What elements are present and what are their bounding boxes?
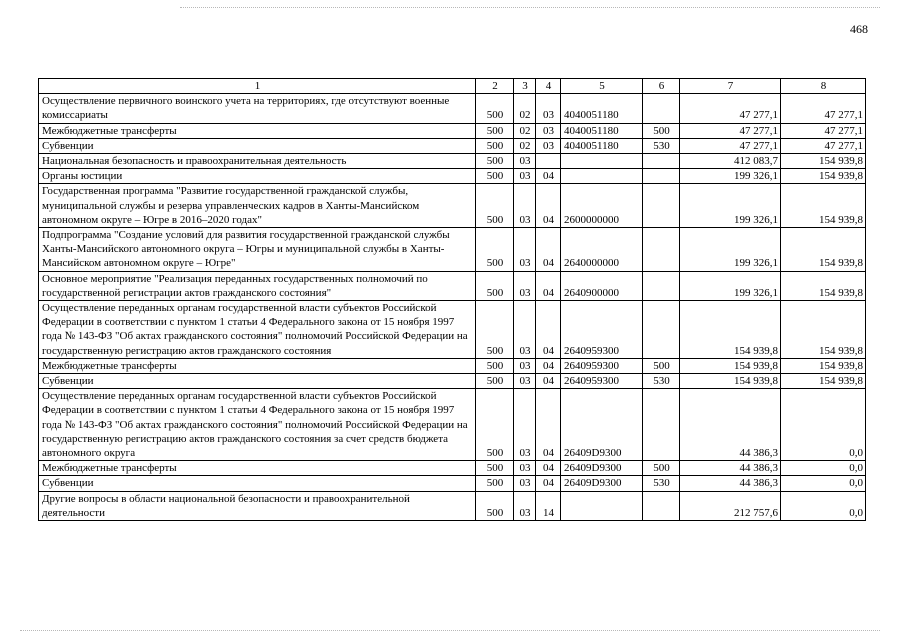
table-row [39, 228, 866, 272]
row-amount-col8-cell: 47 277,1 [781, 94, 866, 123]
row-target-article-cell: 26409D9300 [561, 461, 643, 476]
row-amount-col7-cell: 199 326,1 [680, 169, 781, 184]
header-cell: 1 [39, 79, 476, 94]
table-row [39, 476, 866, 491]
row-name-cell: Государственная программа "Развитие государственной гражданской службы, муниципальной службы и резерва управленческих кадров в Ханты-Мансийском автономном округе – Югре в 2016–2020 годах" [39, 184, 476, 228]
header-cell: 4 [536, 79, 561, 94]
row-amount-col7-cell: 154 939,8 [680, 374, 781, 389]
row-section-cell: 03 [514, 389, 536, 461]
row-expense-type-cell: 530 [643, 374, 680, 389]
table-row [39, 374, 866, 389]
row-name-cell: Другие вопросы в области национальной безопасности и правоохранительной деятельности [39, 491, 476, 520]
row-section-cell: 03 [514, 154, 536, 169]
table-row [39, 94, 866, 123]
row-amount-col8-cell: 0,0 [781, 476, 866, 491]
row-section-cell: 03 [514, 491, 536, 520]
row-admin-code-cell: 500 [476, 228, 514, 272]
row-amount-col7-cell: 212 757,6 [680, 491, 781, 520]
row-target-article-cell: 4040051180 [561, 94, 643, 123]
row-expense-type-cell: 530 [643, 476, 680, 491]
row-amount-col7-cell: 44 386,3 [680, 389, 781, 461]
row-subsection-cell: 04 [536, 184, 561, 228]
row-amount-col7-cell: 412 083,7 [680, 154, 781, 169]
row-expense-type-cell [643, 154, 680, 169]
table-row [39, 123, 866, 138]
row-name-cell: Субвенции [39, 138, 476, 153]
row-admin-code-cell: 500 [476, 169, 514, 184]
row-amount-col8-cell: 154 939,8 [781, 228, 866, 272]
row-subsection-cell: 04 [536, 389, 561, 461]
row-subsection-cell: 03 [536, 94, 561, 123]
row-subsection-cell: 04 [536, 301, 561, 359]
row-amount-col8-cell: 154 939,8 [781, 271, 866, 300]
row-amount-col8-cell: 154 939,8 [781, 301, 866, 359]
row-admin-code-cell: 500 [476, 271, 514, 300]
row-amount-col7-cell: 44 386,3 [680, 476, 781, 491]
row-expense-type-cell: 530 [643, 138, 680, 153]
table-row [39, 461, 866, 476]
row-section-cell: 03 [514, 374, 536, 389]
row-target-article-cell: 2640000000 [561, 228, 643, 272]
table-row [39, 184, 866, 228]
row-amount-col8-cell: 47 277,1 [781, 123, 866, 138]
row-expense-type-cell [643, 169, 680, 184]
row-subsection-cell: 04 [536, 461, 561, 476]
table-row [39, 491, 866, 520]
row-section-cell: 03 [514, 476, 536, 491]
row-target-article-cell [561, 169, 643, 184]
row-subsection-cell: 14 [536, 491, 561, 520]
row-name-cell: Осуществление переданных органам государственной власти субъектов Российской Федерации в соответствии с пунктом 1 статьи 4 Федерального закона от 15 ноября 1997 года № 143-ФЗ "Об актах гражданского состояния" полномочий Российской Федерации на государственную регистрацию актов гражданского состояния [39, 301, 476, 359]
row-admin-code-cell: 500 [476, 138, 514, 153]
header-cell: 7 [680, 79, 781, 94]
row-name-cell: Осуществление переданных органам государственной власти субъектов Российской Федерации в соответствии с пунктом 1 статьи 4 Федерального закона от 15 ноября 1997 года № 143-ФЗ "Об актах гражданского состояния" полномочий Российской Федерации на государственную регистрацию актов гражданского состояния за счет средств бюджета автономного округа [39, 389, 476, 461]
header-cell: 5 [561, 79, 643, 94]
row-subsection-cell: 04 [536, 271, 561, 300]
row-expense-type-cell: 500 [643, 123, 680, 138]
row-admin-code-cell: 500 [476, 123, 514, 138]
row-admin-code-cell: 500 [476, 491, 514, 520]
header-cell: 6 [643, 79, 680, 94]
page-number: 468 [850, 22, 868, 36]
row-section-cell: 03 [514, 184, 536, 228]
row-name-cell: Национальная безопасность и правоохранительная деятельность [39, 154, 476, 169]
row-amount-col7-cell: 199 326,1 [680, 228, 781, 272]
row-target-article-cell: 26409D9300 [561, 476, 643, 491]
row-expense-type-cell [643, 94, 680, 123]
row-amount-col8-cell: 154 939,8 [781, 374, 866, 389]
header-cell: 3 [514, 79, 536, 94]
row-subsection-cell [536, 154, 561, 169]
row-name-cell: Субвенции [39, 476, 476, 491]
row-amount-col8-cell: 154 939,8 [781, 358, 866, 373]
row-amount-col8-cell: 47 277,1 [781, 138, 866, 153]
row-target-article-cell: 4040051180 [561, 138, 643, 153]
row-subsection-cell: 04 [536, 358, 561, 373]
row-target-article-cell: 26409D9300 [561, 389, 643, 461]
row-admin-code-cell: 500 [476, 94, 514, 123]
row-target-article-cell: 2640900000 [561, 271, 643, 300]
table-row [39, 271, 866, 300]
row-amount-col7-cell: 47 277,1 [680, 138, 781, 153]
row-expense-type-cell: 500 [643, 461, 680, 476]
row-name-cell: Органы юстиции [39, 169, 476, 184]
row-section-cell: 03 [514, 271, 536, 300]
row-name-cell: Осуществление первичного воинского учета на территориях, где отсутствуют военные комиссариаты [39, 94, 476, 123]
table-row [39, 358, 866, 373]
row-amount-col7-cell: 199 326,1 [680, 271, 781, 300]
table-row [39, 301, 866, 359]
row-subsection-cell: 04 [536, 374, 561, 389]
row-expense-type-cell [643, 271, 680, 300]
row-admin-code-cell: 500 [476, 184, 514, 228]
row-admin-code-cell: 500 [476, 154, 514, 169]
row-name-cell: Межбюджетные трансферты [39, 461, 476, 476]
row-name-cell: Подпрограмма "Создание условий для развития государственной гражданской службы Ханты-Мансийского автономного округа – Югры и муниципальной службы в Ханты-Мансийском автономном округе – Югре" [39, 228, 476, 272]
row-amount-col7-cell: 44 386,3 [680, 461, 781, 476]
row-amount-col7-cell: 154 939,8 [680, 358, 781, 373]
scan-noise-bottom [20, 630, 880, 631]
row-target-article-cell: 4040051180 [561, 123, 643, 138]
budget-table [38, 78, 866, 521]
row-admin-code-cell: 500 [476, 389, 514, 461]
row-amount-col8-cell: 0,0 [781, 389, 866, 461]
row-name-cell: Межбюджетные трансферты [39, 123, 476, 138]
row-target-article-cell [561, 491, 643, 520]
row-target-article-cell [561, 154, 643, 169]
header-cell: 2 [476, 79, 514, 94]
row-admin-code-cell: 500 [476, 374, 514, 389]
table-row [39, 169, 866, 184]
row-amount-col7-cell: 47 277,1 [680, 123, 781, 138]
row-expense-type-cell: 500 [643, 358, 680, 373]
row-amount-col7-cell: 199 326,1 [680, 184, 781, 228]
row-subsection-cell: 04 [536, 228, 561, 272]
row-section-cell: 03 [514, 358, 536, 373]
row-admin-code-cell: 500 [476, 461, 514, 476]
row-subsection-cell: 04 [536, 169, 561, 184]
row-section-cell: 02 [514, 138, 536, 153]
row-admin-code-cell: 500 [476, 476, 514, 491]
row-name-cell: Межбюджетные трансферты [39, 358, 476, 373]
row-target-article-cell: 2600000000 [561, 184, 643, 228]
row-target-article-cell: 2640959300 [561, 358, 643, 373]
table-row [39, 389, 866, 461]
row-amount-col7-cell: 47 277,1 [680, 94, 781, 123]
row-amount-col8-cell: 0,0 [781, 491, 866, 520]
row-expense-type-cell [643, 228, 680, 272]
row-section-cell: 03 [514, 228, 536, 272]
row-amount-col8-cell: 154 939,8 [781, 169, 866, 184]
row-expense-type-cell [643, 301, 680, 359]
row-section-cell: 02 [514, 94, 536, 123]
row-admin-code-cell: 500 [476, 358, 514, 373]
row-subsection-cell: 03 [536, 138, 561, 153]
row-name-cell: Субвенции [39, 374, 476, 389]
table-row [39, 154, 866, 169]
row-amount-col8-cell: 154 939,8 [781, 184, 866, 228]
scan-noise-top [180, 7, 880, 8]
row-amount-col8-cell: 0,0 [781, 461, 866, 476]
row-section-cell: 03 [514, 301, 536, 359]
table-header-row [39, 79, 866, 94]
row-subsection-cell: 03 [536, 123, 561, 138]
table-row [39, 138, 866, 153]
row-target-article-cell: 2640959300 [561, 301, 643, 359]
row-expense-type-cell [643, 491, 680, 520]
row-amount-col7-cell: 154 939,8 [680, 301, 781, 359]
row-subsection-cell: 04 [536, 476, 561, 491]
header-cell: 8 [781, 79, 866, 94]
row-admin-code-cell: 500 [476, 301, 514, 359]
row-target-article-cell: 2640959300 [561, 374, 643, 389]
row-amount-col8-cell: 154 939,8 [781, 154, 866, 169]
row-section-cell: 02 [514, 123, 536, 138]
row-expense-type-cell [643, 184, 680, 228]
row-section-cell: 03 [514, 461, 536, 476]
row-expense-type-cell [643, 389, 680, 461]
row-name-cell: Основное мероприятие "Реализация переданных государственных полномочий по государственной регистрации актов гражданского состояния" [39, 271, 476, 300]
row-section-cell: 03 [514, 169, 536, 184]
